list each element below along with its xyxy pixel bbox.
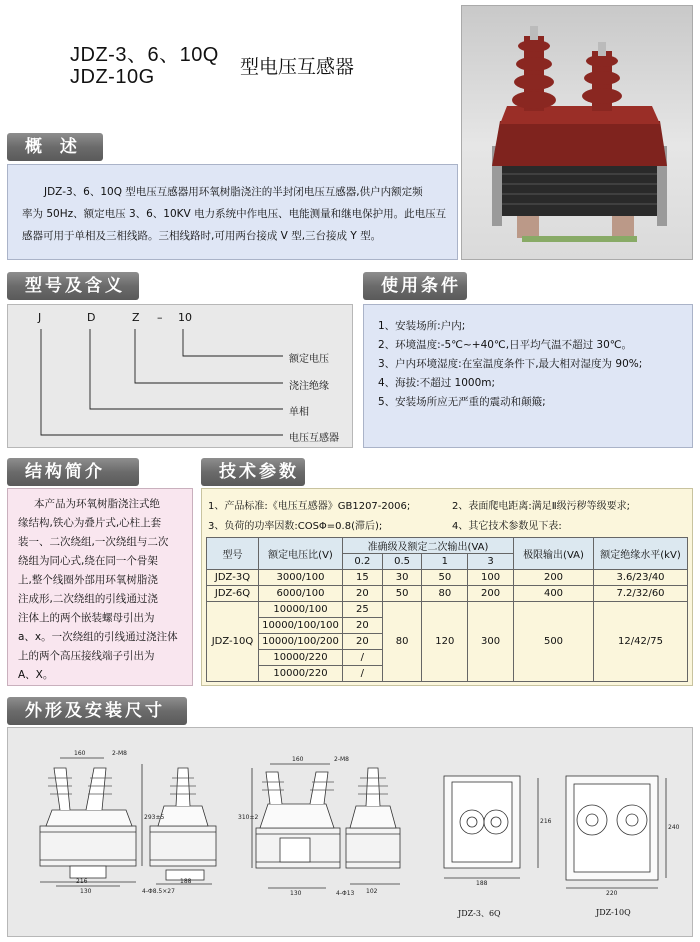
th-insulation: 额定绝缘水平(kV)	[594, 538, 688, 570]
cell: /	[343, 650, 383, 666]
dim-160-a: 160	[74, 750, 86, 757]
structure-line8: a、x。一次绕组的引线通过浇注体	[18, 631, 178, 643]
cell: 50	[422, 570, 468, 586]
th-accuracy: 准确级及额定二次输出(VA)	[343, 538, 514, 554]
structure-panel	[7, 488, 193, 686]
condition-3: 3、户内环境湿度:在室温度条件下,最大相对湿度为 90%;	[378, 358, 643, 370]
dim-4holes-b: 4-Φ13	[336, 890, 355, 897]
condition-1: 1、安装场所:户内;	[378, 320, 466, 332]
tech-heading: 技术参数	[201, 458, 305, 486]
tech-panel	[201, 488, 693, 686]
structure-line2: 缘结构,铁心为叠片式,心柱上套	[18, 517, 162, 529]
cell: 3.6/23/40	[594, 570, 688, 586]
dim-4holes-a: 4-Φ8.5×27	[142, 888, 175, 895]
overview-heading: 概 述	[7, 133, 103, 161]
label-voltage-transformer: 电压互感器	[289, 433, 339, 444]
cell: 20	[343, 618, 383, 634]
code-z: Z	[132, 311, 140, 324]
label-rated-voltage: 额定电压	[289, 354, 329, 365]
cell: 300	[468, 602, 514, 682]
overview-line3: 感器可用于单相及三相线路。三相线路时,可用两台接成 V 型,三台接成 Y 型。	[22, 230, 382, 242]
cell: 50	[382, 586, 422, 602]
condition-5: 5、安装场所应无严重的震动和颠簸;	[378, 396, 546, 408]
cell: 3000/100	[259, 570, 343, 586]
structure-line7: 注体上的两个嵌装螺母引出为	[18, 612, 155, 624]
dimensions-panel	[7, 727, 693, 937]
code-dash: –	[157, 311, 163, 324]
dim-102: 102	[366, 888, 378, 895]
dim-188: 188	[180, 878, 192, 885]
caption-jdz-3-6q: JDZ-3、6Q	[458, 909, 501, 918]
page-subtitle: 型电压互感器	[240, 56, 355, 78]
caption-jdz-10q: JDZ-10Q	[596, 908, 631, 917]
dim-160-b: 160	[292, 756, 304, 763]
structure-line5: 上,整个线圈外部用环氧树脂浇	[18, 574, 158, 586]
cell: 10000/100	[259, 602, 343, 618]
model-title-line1: JDZ-3、6、10Q	[70, 44, 219, 66]
th-class-05: 0.5	[382, 554, 422, 570]
dim-2m8-b: 2-M8	[334, 756, 349, 763]
label-cast-insulation: 浇注绝缘	[289, 381, 329, 392]
structure-line3: 装一、二次绕组,一次绕组与二次	[18, 536, 169, 548]
cell: 80	[422, 586, 468, 602]
th-class-3: 3	[468, 554, 514, 570]
dimensions-heading: 外形及安装尺寸	[7, 697, 187, 725]
structure-line6: 注成形,二次绕组的引线通过浇	[18, 593, 158, 605]
cell: 80	[382, 602, 422, 682]
structure-line1: 本产品为环氧树脂浇注式绝	[34, 498, 160, 510]
cell: 400	[514, 586, 594, 602]
code-10: 10	[178, 311, 192, 324]
code-d: D	[87, 311, 96, 324]
conditions-heading: 使用条件	[363, 272, 467, 300]
condition-4: 4、海拔:不超过 1000m;	[378, 377, 496, 389]
label-single-phase: 单相	[289, 407, 309, 418]
table-row	[207, 586, 688, 602]
conditions-panel	[363, 304, 693, 448]
tech-note-4: 4、其它技术参数见下表:	[452, 521, 562, 532]
overview-line2: 率为 50Hz、额定电压 3、6、10KV 电力系统中作电压、电能测量和继电保护用。此电压互	[22, 208, 447, 220]
cell: 10000/100/100	[259, 618, 343, 634]
model-meaning-panel	[7, 304, 353, 448]
dim-310: 310±2	[238, 814, 259, 821]
dim-220: 220	[606, 890, 618, 897]
dim-216-b: 216	[540, 818, 552, 825]
cell: 10000/100/200	[259, 634, 343, 650]
cell: 15	[343, 570, 383, 586]
dim-188-b: 188	[476, 880, 488, 887]
cell: 30	[382, 570, 422, 586]
cell: JDZ-10Q	[207, 602, 259, 682]
th-limit: 极限输出(VA)	[514, 538, 594, 570]
cell: 7.2/32/60	[594, 586, 688, 602]
th-model: 型号	[207, 538, 259, 570]
cell: 500	[514, 602, 594, 682]
cell: 20	[343, 586, 383, 602]
dim-216: 216	[76, 878, 88, 885]
overview-panel	[7, 164, 458, 260]
structure-line10: A、X。	[18, 669, 54, 681]
overview-line1: JDZ-3、6、10Q 型电压互感器用环氧树脂浇注的半封闭电压互感器,供户内额定频	[44, 186, 423, 198]
model-title-line2: JDZ-10G	[70, 66, 155, 88]
tech-note-2: 2、表面爬电距离:满足Ⅱ级污秽等级要求;	[452, 501, 631, 512]
outline-drawings	[8, 728, 694, 938]
th-ratio: 额定电压比(V)	[259, 538, 343, 570]
structure-line4: 绕组为同心式,绕在同一个骨架	[18, 555, 158, 567]
cell: 6000/100	[259, 586, 343, 602]
dim-2m8-a: 2-M8	[112, 750, 127, 757]
dim-130-b: 130	[290, 890, 302, 897]
cell: 120	[422, 602, 468, 682]
cell: 200	[514, 570, 594, 586]
cell: 200	[468, 586, 514, 602]
dim-240: 240	[668, 824, 680, 831]
structure-line9: 上的两个高压接线端子引出为	[18, 650, 155, 662]
th-class-02: 0.2	[343, 554, 383, 570]
cell: JDZ-3Q	[207, 570, 259, 586]
dim-293: 293±5	[144, 814, 165, 821]
cell: JDZ-6Q	[207, 586, 259, 602]
structure-heading: 结构简介	[7, 458, 139, 486]
th-class-1: 1	[422, 554, 468, 570]
dim-130-a: 130	[80, 888, 92, 895]
tech-note-3: 3、负荷的功率因数:COSΦ=0.8(滞后);	[208, 521, 383, 532]
cell: 12/42/75	[594, 602, 688, 682]
model-meaning-heading: 型号及含义	[7, 272, 139, 300]
product-photo	[461, 5, 693, 260]
cell: 20	[343, 634, 383, 650]
cell: /	[343, 666, 383, 682]
cell: 10000/220	[259, 666, 343, 682]
cell: 10000/220	[259, 650, 343, 666]
table-row	[207, 602, 688, 618]
code-j: J	[38, 311, 42, 324]
tech-note-1: 1、产品标准:《电压互感器》GB1207-2006;	[208, 501, 411, 512]
condition-2: 2、环境温度:-5℃~+40℃,日平均气温不超过 30℃。	[378, 339, 633, 351]
cell: 100	[468, 570, 514, 586]
table-row	[207, 570, 688, 586]
spec-table	[206, 537, 688, 682]
cell: 25	[343, 602, 383, 618]
